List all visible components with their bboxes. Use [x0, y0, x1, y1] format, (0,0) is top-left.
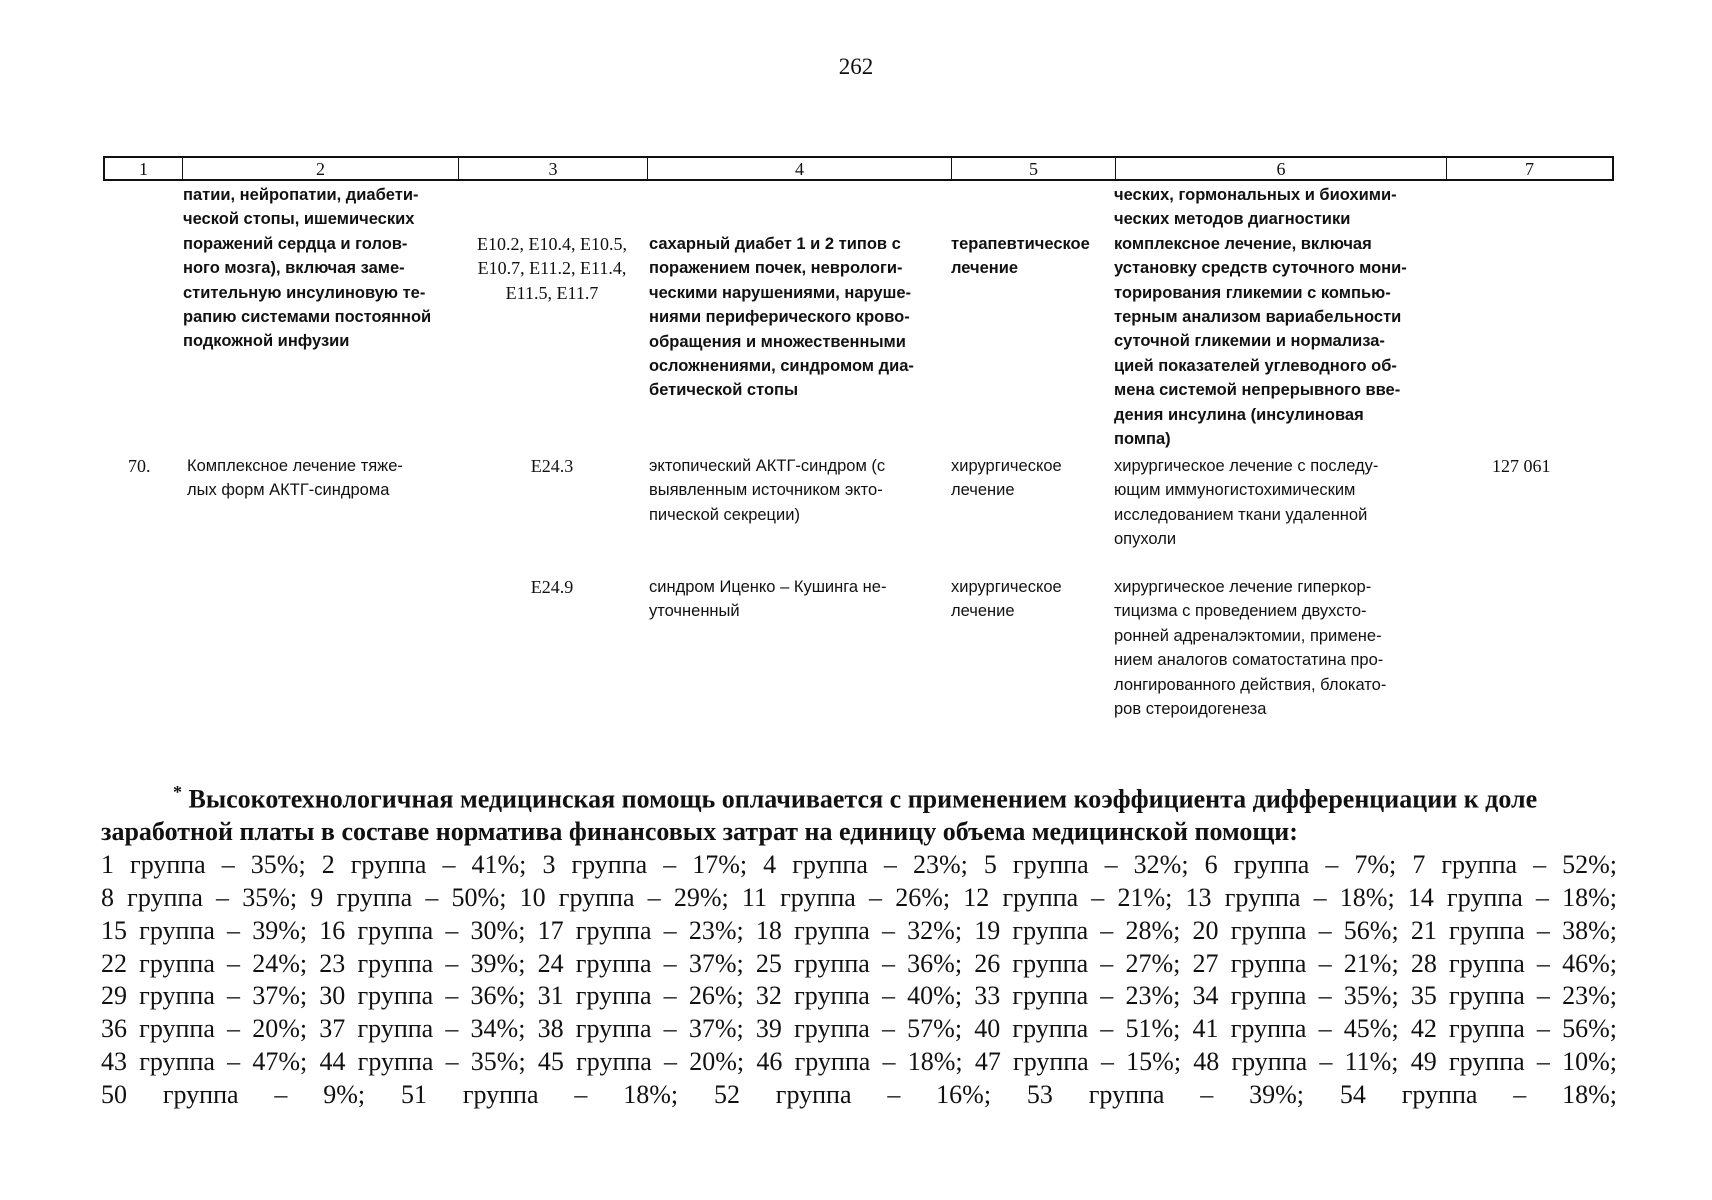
column-header-2: 2 — [182, 158, 458, 179]
row-70b-col3-code: E24.9 — [530, 577, 574, 597]
footnote-line: 50 группа – 9%; 51 группа – 18%; 52 группа – 16%; 53 группа – 39%; 54 группа – 18%; — [101, 1079, 1617, 1109]
cont-col6-text: ческих, гормональных и биохими- ческих методов диагностики комплексное лечение, включая установку средств суточного мони- торирования гликемии с компью- терным анализом вариабельности суточной гликемии и нормализа- цией показателей углеводного об- мена системой непрерывного вве- дения инсулина (инсулиновая помпа) — [1114, 186, 1407, 449]
row-70b-col5-text: хирургическое лечение — [951, 578, 1062, 621]
row-70-col7-value: 127 061 — [1492, 456, 1551, 476]
cont-col2-text: патии, нейропатии, диабети- ческой стопы, ишемических поражений сердца и голов- ного мозга), включая заме- стительную инсулиновую те- рапию системами постоянной подкожной инфузии — [183, 186, 432, 351]
page-number: 262 — [838, 54, 874, 79]
row-70-col2-text: Комплексное лечение тяже- лых форм АКТГ-синдрома — [187, 457, 403, 500]
row-70b-col6-text: хирургическое лечение гиперкор- тицизма с проведением двухсто- ронней адреналэктомии, примене- нием аналогов соматостатина про- лонгированного действия, блокато- ров стероидогенеза — [1114, 578, 1387, 719]
cont-col3-codes: E10.2, E10.4, E10.5, E10.7, E11.2, E11.4, E11.5, E11.7 — [477, 234, 627, 303]
footnote-line: 43 группа – 47%; 44 группа – 35%; 45 группа – 20%; 46 группа – 18%; 47 группа – 15%; 48 группа – 11%; 49 группа – 10%; — [101, 1047, 1617, 1077]
footnote-line: 8 группа – 35%; 9 группа – 50%; 10 группа – 29%; 11 группа – 26%; 12 группа – 21%; 13 группа – 18%; 14 группа – 18%; — [101, 883, 1617, 913]
footnote — [101, 776, 1617, 1112]
row-70-col3-code: E24.3 — [530, 456, 574, 476]
cont-col5-text: терапевтическое лечение — [951, 235, 1090, 278]
footnote-line: 36 группа – 20%; 37 группа – 34%; 38 группа – 37%; 39 группа – 57%; 40 группа – 51%; 41 группа – 45%; 42 группа – 56%; — [101, 1014, 1617, 1044]
column-header-3: 3 — [458, 158, 647, 179]
column-header-5: 5 — [951, 158, 1115, 179]
row-70-number: 70. — [128, 456, 151, 476]
footnote-line: 15 группа – 39%; 16 группа – 30%; 17 группа – 23%; 18 группа – 32%; 19 группа – 28%; 20 группа – 56%; 21 группа – 38%; — [101, 915, 1617, 945]
column-header-7: 7 — [1446, 158, 1612, 179]
row-70-col5-text: хирургическое лечение — [951, 457, 1062, 500]
footnote-line: 1 группа – 35%; 2 группа – 41%; 3 группа – 17%; 4 группа – 23%; 5 группа – 32%; 6 группа – 7%; 7 группа – 52%; — [101, 850, 1617, 880]
table-header-row — [103, 156, 1614, 181]
cont-col4-text: сахарный диабет 1 и 2 типов с поражением почек, неврологи- ческими нарушениями, наруше- ниями периферического крово- обращения и множественными осложнениями, синдромом диа- бетической стопы — [649, 235, 914, 400]
footnote-line: 22 группа – 24%; 23 группа – 39%; 24 группа – 37%; 25 группа – 36%; 26 группа – 27%; 27 группа – 21%; 28 группа – 46%; — [101, 948, 1617, 978]
footnote-line: 29 группа – 37%; 30 группа – 36%; 31 группа – 26%; 32 группа – 40%; 33 группа – 23%; 34 группа – 35%; 35 группа – 23%; — [101, 981, 1617, 1011]
row-70b-col4-text: синдром Иценко – Кушинга не- уточненный — [649, 578, 887, 621]
row-70-col4-text: эктопический АКТГ-синдром (с выявленным источником экто- пической секреции) — [649, 457, 886, 524]
footnote-heading: * Высокотехнологичная медицинская помощь оплачивается с применением коэффициента дифференциации к доле — [173, 782, 1538, 814]
column-header-1: 1 — [139, 159, 148, 179]
row-70-col6-text: хирургическое лечение с последу- ющим иммуногистохимическим исследованием ткани удаленной опухоли — [1114, 457, 1379, 549]
footnote-heading-cont: заработной платы в составе норматива финансовых затрат на единицу объема медицинской помощи: — [101, 817, 1298, 847]
column-header-6: 6 — [1115, 158, 1446, 179]
footnote-star: * — [173, 782, 182, 802]
column-header-4: 4 — [647, 158, 951, 179]
